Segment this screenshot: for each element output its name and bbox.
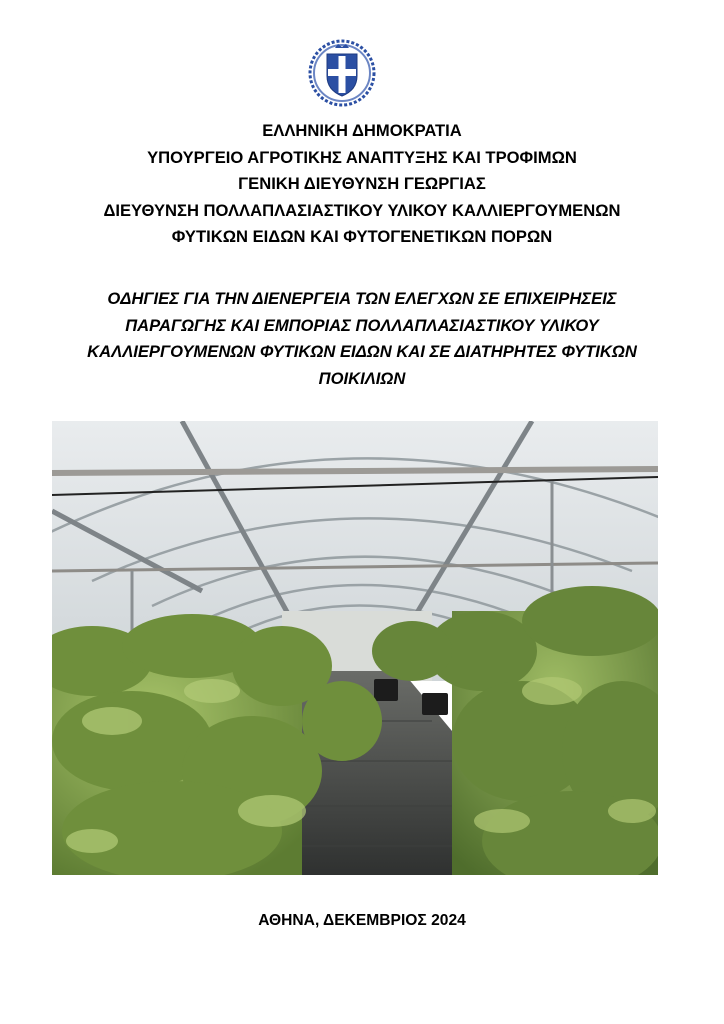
- header-line: ΔΙΕΥΘΥΝΣΗ ΠΟΛΛΑΠΛΑΣΙΑΣΤΙΚΟΥ ΥΛΙΚΟΥ ΚΑΛΛΙΕΡΓΟΥΜΕΝΩΝ: [103, 200, 621, 220]
- greenhouse-photo: [52, 421, 658, 875]
- greek-coat-of-arms-icon: [307, 38, 377, 108]
- title-line: ΟΔΗΓΙΕΣ ΓΙΑ ΤΗΝ ΔΙΕΝΕΡΓΕΙΑ ΤΩΝ ΕΛΕΓΧΩΝ ΣΕ ΕΠΙΧΕΙΡΗΣΕΙΣ: [107, 289, 617, 308]
- place-and-date: ΑΘΗΝΑ, ΔΕΚΕΜΒΡΙΟΣ 2024: [258, 912, 466, 929]
- title-line: ΠΑΡΑΓΩΓΗΣ ΚΑΙ ΕΜΠΟΡΙΑΣ ΠΟΛΛΑΠΛΑΣΙΑΣΤΙΚΟΥ ΥΛΙΚΟΥ: [125, 315, 599, 335]
- header-line: ΓΕΝΙΚΗ ΔΙΕΥΘΥΝΣΗ ΓΕΩΡΓΙΑΣ: [238, 174, 486, 194]
- header-line: ΦΥΤΙΚΩΝ ΕΙΔΩΝ ΚΑΙ ΦΥΤΟΓΕΝΕΤΙΚΩΝ ΠΟΡΩΝ: [171, 227, 553, 247]
- header-line: ΥΠΟΥΡΓΕΙΟ ΑΓΡΟΤΙΚΗΣ ΑΝΑΠΤΥΞΗΣ ΚΑΙ ΤΡΟΦΙΜΩΝ: [147, 147, 577, 167]
- document-title: [30, 286, 694, 392]
- header-line: ΕΛΛΗΝΙΚΗ ΔΗΜΟΚΡΑΤΙΑ: [262, 121, 462, 140]
- title-line: ΚΑΛΛΙΕΡΓΟΥΜΕΝΩΝ ΦΥΤΙΚΩΝ ΕΙΔΩΝ ΚΑΙ ΣΕ ΔΙΑΤΗΡΗΤΕΣ ΦΥΤΙΚΩΝ: [87, 342, 637, 362]
- issuing-authority-header: [20, 118, 704, 251]
- title-line: ΠΟΙΚΙΛΙΩΝ: [318, 368, 406, 388]
